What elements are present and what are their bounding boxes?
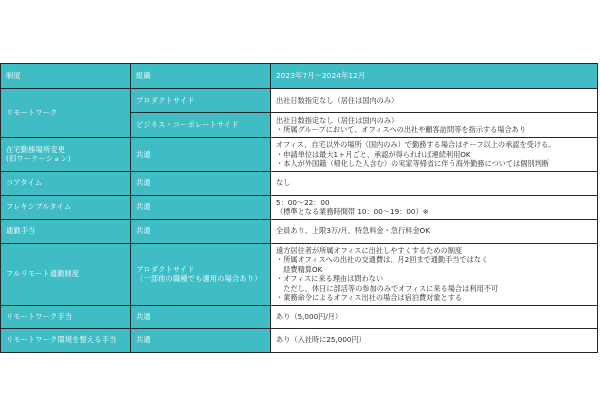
system-cell: リモートワーク — [1, 89, 131, 138]
org-cell: 共通 — [131, 195, 271, 219]
org-cell: ビジネス・コーポレートサイド — [131, 113, 271, 138]
org-line: プロダクトサイド — [136, 264, 195, 274]
system-cell: リモートワーク手当 — [1, 305, 131, 328]
table-row — [1, 195, 598, 219]
org-cell: 共通 — [131, 171, 271, 195]
org-cell: 共通 — [131, 328, 271, 352]
org-cell: 共通 — [131, 305, 271, 328]
org-cell: 共通 — [131, 219, 271, 243]
detail-cell — [271, 89, 598, 113]
table-row — [1, 89, 598, 113]
system-cell: リモートワーク環境を整える手当 — [1, 328, 131, 352]
system-cell: 通勤手当 — [1, 219, 131, 243]
system-line: (旧ワーケーション) — [6, 154, 71, 164]
detail-cell — [271, 328, 598, 352]
table-row — [1, 305, 598, 328]
detail-line: 遠方居住者が所属オフィスに出社しやすくするための制度 — [276, 245, 463, 255]
detail-cell — [271, 195, 598, 219]
system-cell: フレキシブルタイム — [1, 195, 131, 219]
system-line: 在宅勤務場所変更 — [6, 144, 66, 154]
detail-line: あり（5,000円/月） — [276, 311, 343, 321]
table-row — [1, 243, 598, 305]
detail-line: オフィス、自宅以外の場所（国内のみ）で勤務する場合はチーフ以上の承認を受ける。 — [276, 140, 556, 149]
system-cell: フルリモート通勤制度 — [1, 243, 131, 305]
detail-line: 5：00〜22：00 — [276, 197, 330, 207]
detail-line: あり（入社時に25,000円） — [276, 335, 366, 345]
table-header-row — [1, 64, 598, 89]
detail-cell — [271, 243, 598, 305]
remote-work-policy-table — [0, 63, 598, 353]
table-row — [1, 171, 598, 195]
detail-line: （標準となる業務時間帯 10：00〜19：00）※ — [276, 207, 429, 216]
system-cell — [1, 138, 131, 172]
table-row — [1, 138, 598, 172]
detail-line: ・申請単位は最大1ヶ月ごと、承認が得られれば連続利用OK — [276, 149, 471, 159]
column-header-system: 制度 — [1, 64, 131, 89]
org-cell: プロダクトサイド — [131, 89, 271, 113]
detail-line: なし — [276, 178, 291, 188]
detail-line: 出社日数指定なし（居住は国内のみ） — [276, 115, 399, 125]
detail-cell — [271, 305, 598, 328]
column-header-organization: 組織 — [131, 64, 271, 89]
detail-line: ・所属オフィスへの出社の交通費は、月2回まで通勤手当ではなく — [276, 255, 489, 264]
detail-cell — [271, 113, 598, 138]
detail-line: ・オフィスに来る理由は問わない — [276, 274, 384, 283]
table-row — [1, 219, 598, 243]
detail-line: ・業務命令によるオフィス出社の場合は宿泊費対象とする — [276, 293, 463, 302]
org-cell — [131, 243, 271, 305]
detail-cell — [271, 171, 598, 195]
detail-line: ・所属グループにおいて、オフィスへの出社や顧客訪問等を指示する場合あり — [276, 125, 527, 134]
detail-line: 経費精算OK — [276, 264, 323, 274]
detail-line: 全員あり、上限3万/月、特急料金・急行料金OK — [276, 226, 430, 236]
table-row — [1, 328, 598, 352]
detail-cell — [271, 138, 598, 172]
detail-line: ただし、休日に部活等の参加のみでオフィスに来る場合は利用不可 — [276, 283, 499, 293]
org-line: （一部他の職種でも適用の場合あり） — [136, 274, 262, 283]
detail-line: 出社日数指定なし（居住は国内のみ） — [276, 95, 399, 105]
org-cell: 共通 — [131, 138, 271, 172]
column-header-period: 2023年7月〜2024年12月 — [271, 64, 598, 89]
detail-cell — [271, 219, 598, 243]
detail-line: ・本人が外国籍（帰化した人含む）の実家等帰省に伴う海外勤務については個別判断 — [276, 159, 549, 168]
system-cell: コアタイム — [1, 171, 131, 195]
